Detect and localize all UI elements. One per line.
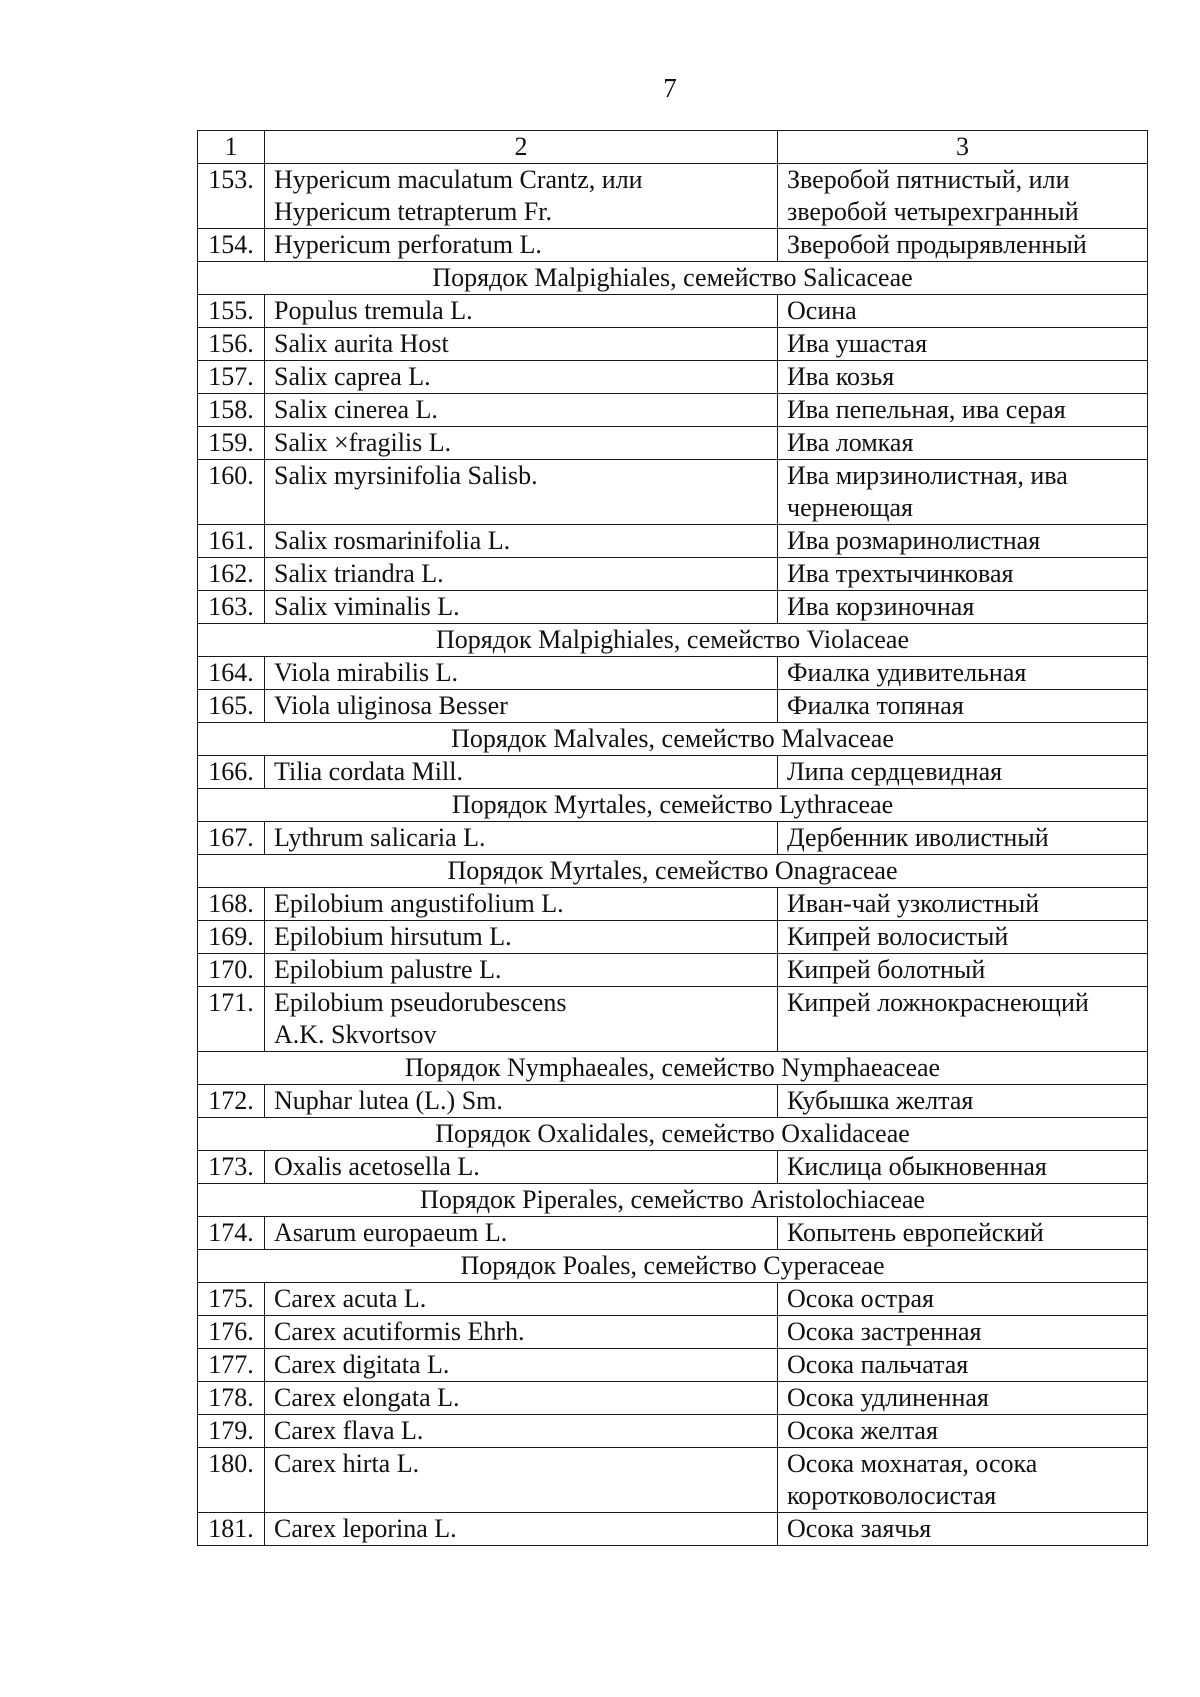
family-section-row xyxy=(198,1118,1148,1151)
family-section-row xyxy=(198,624,1148,657)
table-row xyxy=(198,1217,1148,1250)
species-number: 155. xyxy=(198,295,265,328)
table-row xyxy=(198,1349,1148,1382)
russian-name: Иван-чай узколистный xyxy=(778,888,1148,921)
latin-name: Populus tremula L. xyxy=(265,295,778,328)
table-row xyxy=(198,525,1148,558)
russian-name: Липа сердцевидная xyxy=(778,756,1148,789)
species-number: 175. xyxy=(198,1283,265,1316)
russian-name: Ива мирзинолистная, ива чернеющая xyxy=(778,460,1148,525)
latin-name: Salix myrsinifolia Salisb. xyxy=(265,460,778,525)
latin-name: Nuphar lutea (L.) Sm. xyxy=(265,1085,778,1118)
table-row xyxy=(198,394,1148,427)
latin-name: Hypericum perforatum L. xyxy=(265,229,778,262)
species-number: 165. xyxy=(198,690,265,723)
header-cell-russian-name: 3 xyxy=(778,131,1148,164)
latin-name: Salix cinerea L. xyxy=(265,394,778,427)
latin-name: Carex elongata L. xyxy=(265,1382,778,1415)
family-section-title: Порядок Piperales, семейство Aristolochiaceae xyxy=(198,1184,1148,1217)
russian-name: Копытень европейский xyxy=(778,1217,1148,1250)
table-row xyxy=(198,558,1148,591)
family-section-row xyxy=(198,789,1148,822)
russian-name: Ива ломкая xyxy=(778,427,1148,460)
russian-name: Кубышка желтая xyxy=(778,1085,1148,1118)
russian-name: Осока застренная xyxy=(778,1316,1148,1349)
latin-name: Carex digitata L. xyxy=(265,1349,778,1382)
family-section-row xyxy=(198,262,1148,295)
family-section-title: Порядок Poales, семейство Cyperaceae xyxy=(198,1250,1148,1283)
species-number: 159. xyxy=(198,427,265,460)
species-number: 153. xyxy=(198,164,265,229)
latin-name: Viola mirabilis L. xyxy=(265,657,778,690)
species-number: 169. xyxy=(198,921,265,954)
species-number: 163. xyxy=(198,591,265,624)
table-row xyxy=(198,657,1148,690)
species-number: 164. xyxy=(198,657,265,690)
table-row xyxy=(198,822,1148,855)
latin-name: Epilobium palustre L. xyxy=(265,954,778,987)
table-header-row xyxy=(198,131,1148,164)
latin-name: Carex flava L. xyxy=(265,1415,778,1448)
species-number: 179. xyxy=(198,1415,265,1448)
species-number: 160. xyxy=(198,460,265,525)
latin-name: Carex hirta L. xyxy=(265,1448,778,1513)
species-number: 158. xyxy=(198,394,265,427)
russian-name: Ива розмаринолистная xyxy=(778,525,1148,558)
family-section-title: Порядок Malvales, семейство Malvaceae xyxy=(198,723,1148,756)
russian-name: Дербенник иволистный xyxy=(778,822,1148,855)
russian-name: Ива корзиночная xyxy=(778,591,1148,624)
species-number: 170. xyxy=(198,954,265,987)
latin-name: Tilia cordata Mill. xyxy=(265,756,778,789)
russian-name: Осока заячья xyxy=(778,1513,1148,1546)
table-row xyxy=(198,756,1148,789)
table-row xyxy=(198,987,1148,1052)
russian-name: Кипрей болотный xyxy=(778,954,1148,987)
latin-name: Carex acuta L. xyxy=(265,1283,778,1316)
table-row xyxy=(198,427,1148,460)
species-number: 178. xyxy=(198,1382,265,1415)
species-table xyxy=(197,130,1148,1546)
latin-name: Salix aurita Host xyxy=(265,328,778,361)
species-number: 177. xyxy=(198,1349,265,1382)
family-section-title: Порядок Myrtales, семейство Onagraceae xyxy=(198,855,1148,888)
family-section-row xyxy=(198,1250,1148,1283)
family-section-title: Порядок Malpighiales, семейство Violaceae xyxy=(198,624,1148,657)
family-section-row xyxy=(198,1052,1148,1085)
table-row xyxy=(198,1283,1148,1316)
table-row xyxy=(198,954,1148,987)
table-row xyxy=(198,229,1148,262)
family-section-row xyxy=(198,855,1148,888)
latin-name: Hypericum maculatum Crantz, или Hypericum tetrapterum Fr. xyxy=(265,164,778,229)
russian-name: Осока острая xyxy=(778,1283,1148,1316)
species-number: 156. xyxy=(198,328,265,361)
family-section-title: Порядок Oxalidales, семейство Oxalidaceae xyxy=(198,1118,1148,1151)
russian-name: Кипрей волосистый xyxy=(778,921,1148,954)
species-number: 154. xyxy=(198,229,265,262)
table-row xyxy=(198,1513,1148,1546)
family-section-title: Порядок Myrtales, семейство Lythraceae xyxy=(198,789,1148,822)
table-row xyxy=(198,361,1148,394)
latin-name: Epilobium angustifolium L. xyxy=(265,888,778,921)
page-number: 7 xyxy=(663,73,677,103)
russian-name: Ива ушастая xyxy=(778,328,1148,361)
species-number: 157. xyxy=(198,361,265,394)
latin-name: Lythrum salicaria L. xyxy=(265,822,778,855)
species-number: 181. xyxy=(198,1513,265,1546)
species-number: 167. xyxy=(198,822,265,855)
latin-name: Salix caprea L. xyxy=(265,361,778,394)
table-row xyxy=(198,1415,1148,1448)
species-number: 180. xyxy=(198,1448,265,1513)
russian-name: Осина xyxy=(778,295,1148,328)
table-row xyxy=(198,328,1148,361)
table-row xyxy=(198,1316,1148,1349)
table-row xyxy=(198,591,1148,624)
species-number: 166. xyxy=(198,756,265,789)
russian-name: Зверобой продырявленный xyxy=(778,229,1148,262)
russian-name: Зверобой пятнистый, или зверобой четырехгранный xyxy=(778,164,1148,229)
family-section-title: Порядок Malpighiales, семейство Salicaceae xyxy=(198,262,1148,295)
latin-name: Salix rosmarinifolia L. xyxy=(265,525,778,558)
species-table-body xyxy=(198,131,1148,1546)
latin-name: Oxalis acetosella L. xyxy=(265,1151,778,1184)
table-row xyxy=(198,921,1148,954)
table-row xyxy=(198,1448,1148,1513)
russian-name: Осока мохнатая, осока коротковолосистая xyxy=(778,1448,1148,1513)
latin-name: Epilobium pseudorubescens A.K. Skvortsov xyxy=(265,987,778,1052)
latin-name: Viola uliginosa Besser xyxy=(265,690,778,723)
header-cell-number: 1 xyxy=(198,131,265,164)
table-row xyxy=(198,295,1148,328)
russian-name: Кислица обыкновенная xyxy=(778,1151,1148,1184)
russian-name: Ива пепельная, ива серая xyxy=(778,394,1148,427)
table-row xyxy=(198,1151,1148,1184)
russian-name: Фиалка топяная xyxy=(778,690,1148,723)
table-row xyxy=(198,1382,1148,1415)
russian-name: Ива трехтычинковая xyxy=(778,558,1148,591)
species-number: 172. xyxy=(198,1085,265,1118)
table-row xyxy=(198,1085,1148,1118)
latin-name: Epilobium hirsutum L. xyxy=(265,921,778,954)
table-row xyxy=(198,164,1148,229)
russian-name: Кипрей ложнокраснеющий xyxy=(778,987,1148,1052)
latin-name: Carex acutiformis Ehrh. xyxy=(265,1316,778,1349)
species-number: 173. xyxy=(198,1151,265,1184)
species-number: 171. xyxy=(198,987,265,1052)
russian-name: Фиалка удивительная xyxy=(778,657,1148,690)
species-number: 162. xyxy=(198,558,265,591)
header-cell-latin-name: 2 xyxy=(265,131,778,164)
family-section-title: Порядок Nymphaeales, семейство Nymphaeaceae xyxy=(198,1052,1148,1085)
table-row xyxy=(198,690,1148,723)
species-number: 168. xyxy=(198,888,265,921)
russian-name: Осока удлиненная xyxy=(778,1382,1148,1415)
family-section-row xyxy=(198,1184,1148,1217)
table-row xyxy=(198,460,1148,525)
latin-name: Salix ×fragilis L. xyxy=(265,427,778,460)
russian-name: Ива козья xyxy=(778,361,1148,394)
latin-name: Asarum europaeum L. xyxy=(265,1217,778,1250)
species-number: 176. xyxy=(198,1316,265,1349)
russian-name: Осока пальчатая xyxy=(778,1349,1148,1382)
latin-name: Salix viminalis L. xyxy=(265,591,778,624)
species-number: 174. xyxy=(198,1217,265,1250)
latin-name: Carex leporina L. xyxy=(265,1513,778,1546)
latin-name: Salix triandra L. xyxy=(265,558,778,591)
family-section-row xyxy=(198,723,1148,756)
russian-name: Осока желтая xyxy=(778,1415,1148,1448)
species-number: 161. xyxy=(198,525,265,558)
table-row xyxy=(198,888,1148,921)
